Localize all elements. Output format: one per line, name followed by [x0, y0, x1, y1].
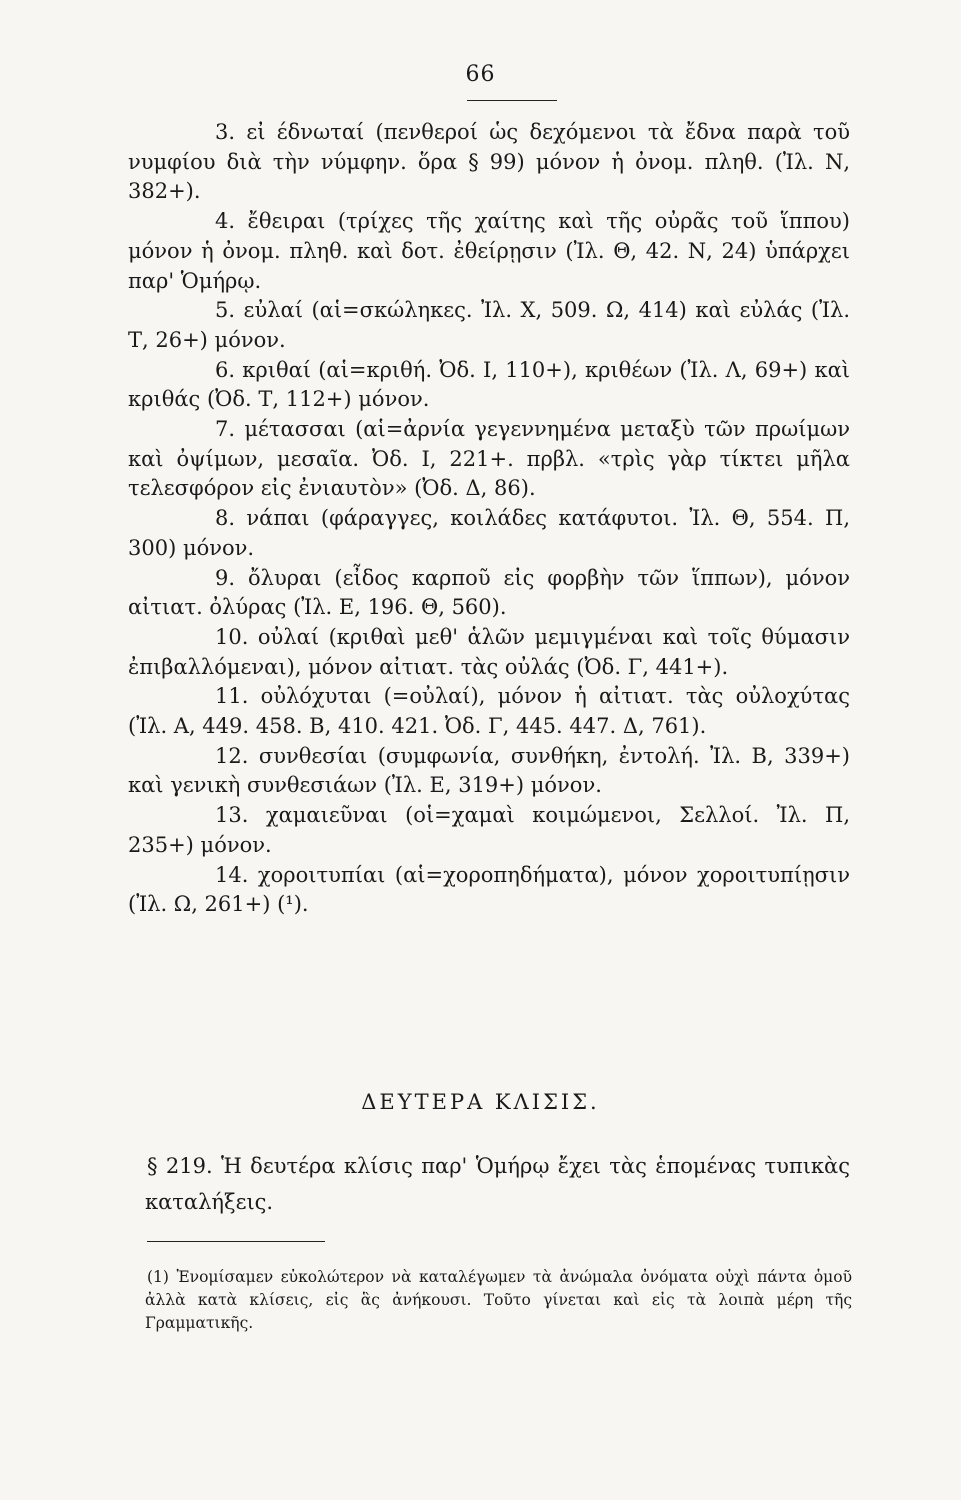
footnote: (1) Ἐνομίσαμεν εὐκολώτερον νὰ καταλέγωμεν τὰ ἀνώμαλα ὀνόματα οὐχὶ πάντα ὁμοῦ ἀλλὰ κατὰ κλίσεις, εἰς ἃς ἀνήκουσι. Τοῦτο γίνεται καὶ εἰς τὰ λοιπὰ μέρη τῆς Γραμματικῆς.: [145, 1268, 852, 1332]
paragraph-219: § 219. Ἡ δευτέρα κλίσις παρ' Ὁμήρῳ ἔχει τὰς ἑπομένας τυπικὰς καταλήξεις.: [145, 1154, 850, 1214]
entry-13: 13. χαμαιεῦναι (οἱ=χαμαὶ κοιμώμενοι, Σελλοί. Ἰλ. Π, 235+) μόνον.: [128, 803, 850, 857]
entry-4: 4. ἔθειραι (τρίχες τῆς χαίτης καὶ τῆς οὐρᾶς τοῦ ἵππου) μόνον ἡ ὀνομ. πληθ. καὶ δοτ. ἐθείρῃσιν (Ἰλ. Θ, 42. Ν, 24) ὑπάρχει παρ' Ὁμήρῳ.: [128, 209, 850, 293]
entry-5: 5. εὐλαί (αἱ=σκώληκες. Ἰλ. Χ, 509. Ω, 414) καὶ εὐλάς (Ἰλ. Τ, 26+) μόνον.: [128, 298, 850, 352]
entry-11: 11. οὐλόχυται (=οὐλαί), μόνον ἡ αἰτιατ. τὰς οὐλοχύτας (Ἰλ. Α, 449. 458. Β, 410. 421. Ὀδ. Γ, 445. 447. Δ, 761).: [128, 684, 850, 739]
header-rule: [467, 100, 557, 101]
section-heading: ΔΕΥΤΕΡΑ ΚΛΙΣΙΣ.: [361, 1090, 600, 1114]
entry-14: 14. χοροιτυπίαι (αἱ=χοροπηδήματα), μόνον χοροιτυπίῃσιν (Ἰλ. Ω, 261+) (¹).: [128, 862, 850, 917]
entry-6: 6. κριθαί (αἱ=κριθή. Ὀδ. Ι, 110+), κριθέων (Ἰλ. Λ, 69+) καὶ κριθάς (Ὀδ. Τ, 112+) μόνον.: [128, 357, 850, 412]
entry-3: 3. εἰ έδνωταί (πενθεροί ὡς δεχόμενοι τὰ ἔδνα παρὰ τοῦ νυμφίου διὰ τὴν νύμφην. ὅρα § 99) μόνον ἡ ὀνομ. πληθ. (Ἰλ. Ν, 382+).: [128, 120, 850, 204]
entry-12: 12. συνθεσίαι (συμφωνία, συνθήκη, ἐντολή. Ἰλ. Β, 339+) καὶ γενικὴ συνθεσιάων (Ἰλ. Ε, 319+) μόνον.: [128, 743, 850, 798]
footnote-rule: [147, 1241, 325, 1242]
entry-7: 7. μέτασσαι (αἱ=ἀρνία γεγεννημένα μεταξὺ τῶν πρωίμων καὶ ὀψίμων, μεσαῖα. Ὀδ. Ι, 221+. πρβλ. «τρὶς γὰρ τίκτει μῆλα τελεσφόρον εἰς ἐνιαυτὸν» (Ὀδ. Δ, 86).: [128, 417, 850, 501]
entry-10: 10. οὐλαί (κριθαὶ μεθ' ἁλῶν μεμιγμέναι καὶ τοῖς θύμασιν ἐπιβαλλόμεναι), μόνον αἰτιατ. τὰς οὐλάς (Ὀδ. Γ, 441+).: [128, 624, 850, 679]
entry-list: [128, 118, 850, 920]
entry-8: 8. νάπαι (φάραγγες, κοιλάδες κατάφυτοι. Ἰλ. Θ, 554. Π, 300) μόνον.: [128, 506, 850, 560]
page-number: 66: [465, 62, 496, 87]
entry-9: 9. ὄλυραι (εἶδος καρποῦ εἰς φορβὴν τῶν ἵππων), μόνον αἰτιατ. ὀλύρας (Ἰλ. Ε, 196. Θ, 560).: [128, 565, 850, 620]
